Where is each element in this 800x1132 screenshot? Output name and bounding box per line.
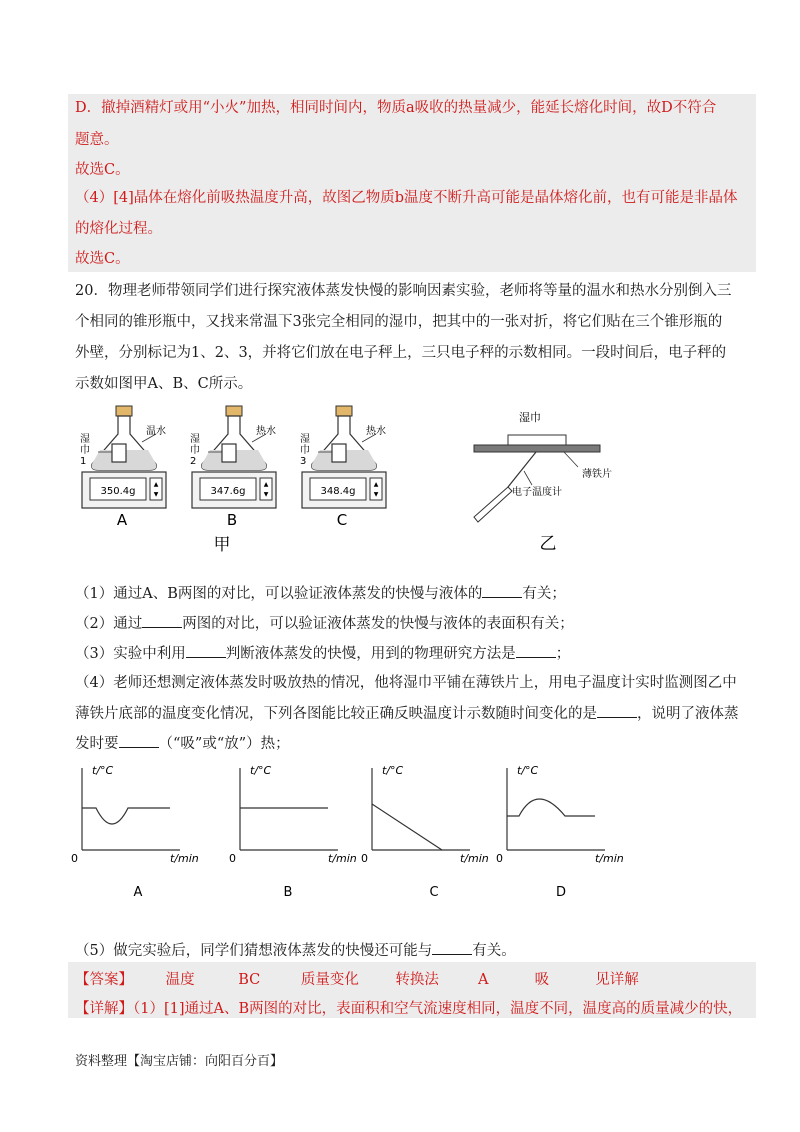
flask-a-reading: 350.4g xyxy=(100,486,136,497)
flask-c xyxy=(300,406,386,529)
blank xyxy=(142,613,182,628)
flask-b-wipe-label: 湿 xyxy=(190,434,200,445)
svg-text:t/°C: t/°C xyxy=(92,764,114,777)
svg-text:t/°C: t/°C xyxy=(517,764,539,777)
flask-c-water-label: 热水 xyxy=(366,426,386,437)
svg-text:0: 0 xyxy=(229,852,236,865)
graph-d xyxy=(496,764,624,900)
answer-item: 转换法 xyxy=(395,972,439,988)
footer-source: 资料整理【淘宝店铺：向阳百分百】 xyxy=(75,1054,284,1069)
flask-a-wipe-label: 湿 xyxy=(80,434,90,445)
svg-text:0: 0 xyxy=(71,852,78,865)
answer-line-d-1: D．撤掉酒精灯或用“小火”加热，相同时间内，物质a吸收的热量减少，能延长熔化时间，故D不符合 xyxy=(75,100,717,116)
graph-a xyxy=(71,764,199,900)
answer-choose-c-1: 故选C。 xyxy=(75,162,130,178)
blank xyxy=(119,733,159,748)
answer-line-4-2: 的熔化过程。 xyxy=(75,221,162,237)
answer-item: 见详解 xyxy=(595,972,639,988)
answer-item: 吸 xyxy=(534,972,550,988)
figure-jia xyxy=(60,400,400,560)
answer-item: BC xyxy=(238,972,261,988)
up-arrow-icon: ▲ xyxy=(373,481,379,488)
thermometer-label: 电子温度计 xyxy=(512,487,562,498)
figure-yi-caption: 乙 xyxy=(539,534,557,554)
answer-item: 温度 xyxy=(165,972,195,988)
svg-text:巾: 巾 xyxy=(80,445,90,456)
blank xyxy=(597,703,637,718)
answer-item: 质量变化 xyxy=(300,972,359,988)
blank xyxy=(432,940,472,955)
graph-d-label: D xyxy=(555,885,567,900)
svg-text:t/min: t/min xyxy=(328,852,357,865)
answer-line-d-2: 题意。 xyxy=(75,132,119,148)
blank xyxy=(516,643,556,658)
answer-tag: 【答案】 xyxy=(75,972,133,988)
sub-question-4-line-3: 发时要 （“吸”或“放”）热； xyxy=(75,733,290,754)
svg-text:3: 3 xyxy=(300,456,307,467)
down-arrow-icon: ▼ xyxy=(153,491,159,498)
sub-question-1: （1）通过A、B两图的对比，可以验证液体蒸发的快慢与液体的 有关； xyxy=(75,583,566,604)
sub-question-2: （2）通过 两图的对比，可以验证液体蒸发的快慢与液体的表面积有关； xyxy=(75,613,574,634)
flask-c-label: C xyxy=(336,511,348,529)
blank xyxy=(482,583,522,598)
flask-b xyxy=(190,406,276,555)
svg-text:巾: 巾 xyxy=(190,445,200,456)
graph-c xyxy=(361,764,489,900)
svg-text:0: 0 xyxy=(361,852,368,865)
figure-yi xyxy=(460,405,620,555)
question-20-text: 20．物理老师带领同学们进行探究液体蒸发快慢的影响因素实验，老师将等量的温水和热水分别倒入三个相同的锥形瓶中，又找来常温下3张完全相同的湿巾，把其中的一张对折，将它们贴在三个锥形瓶的外壁，分别标记为1、2、3，并将它们放在电子秤上，三只电子秤的示数相同。一段时间后，电子秤的示数如图甲A、B、C所示。 xyxy=(75,283,732,392)
svg-text:t/°C: t/°C xyxy=(382,764,404,777)
figure-jia-caption: 甲 xyxy=(213,535,231,555)
up-arrow-icon: ▲ xyxy=(153,481,159,488)
flask-b-reading: 347.6g xyxy=(210,486,246,497)
graph-a-label: A xyxy=(133,885,143,900)
graph-b-label: B xyxy=(283,885,293,900)
svg-text:t/min: t/min xyxy=(595,852,624,865)
down-arrow-icon: ▼ xyxy=(373,491,379,498)
svg-text:t/min: t/min xyxy=(460,852,489,865)
svg-text:0: 0 xyxy=(496,852,503,865)
flask-b-label: B xyxy=(226,511,238,529)
graph-c-label: C xyxy=(429,885,439,900)
svg-text:t/min: t/min xyxy=(170,852,199,865)
sub-question-3: （3）实验中利用 判断液体蒸发的快慢，用到的物理研究方法是 ； xyxy=(75,643,570,664)
temperature-graphs xyxy=(60,760,660,910)
sub-question-4-line-2: 薄铁片底部的温度变化情况，下列各图能比较正确反映温度计示数随时间变化的是 ，说明了液体蒸 xyxy=(75,703,739,724)
graph-b xyxy=(229,764,357,900)
up-arrow-icon: ▲ xyxy=(263,481,269,488)
svg-text:2: 2 xyxy=(190,456,197,467)
answer-highlight-block xyxy=(68,94,756,272)
detail-line: 【详解】（1）[1]通过A、B两图的对比，表面积和空气流速度相同，温度不同，温度高的质量减少的快， xyxy=(75,1001,743,1017)
flask-b-water-label: 热水 xyxy=(256,426,276,437)
svg-text:巾: 巾 xyxy=(300,445,310,456)
answer-choose-c-2: 故选C。 xyxy=(75,251,130,267)
answer-line-4-1: （4）[4]晶体在熔化前吸热温度升高，故图乙物质b温度不断升高可能是晶体熔化前，也有可能是非晶体 xyxy=(75,190,738,206)
flask-c-wipe-label: 湿 xyxy=(300,434,310,445)
svg-text:t/°C: t/°C xyxy=(250,764,272,777)
svg-text:1: 1 xyxy=(80,456,87,467)
blank xyxy=(186,643,226,658)
answer-row xyxy=(75,968,639,989)
flask-a xyxy=(80,406,166,529)
flask-c-reading: 348.4g xyxy=(320,486,356,497)
sub-question-4-line-1: （4）老师还想测定液体蒸发时吸放热的情况，他将湿巾平铺在薄铁片上，用电子温度计实时监测图乙中 xyxy=(75,675,737,691)
towel-label: 湿巾 xyxy=(519,411,541,424)
flask-a-label: A xyxy=(116,511,128,529)
sub-question-5: （5）做完实验后，同学们猜想液体蒸发的快慢还可能与 有关。 xyxy=(75,940,516,961)
plate-label: 薄铁片 xyxy=(582,469,612,480)
flask-a-water-label: 温水 xyxy=(146,426,166,437)
answer-item: A xyxy=(478,972,489,988)
down-arrow-icon: ▼ xyxy=(263,491,269,498)
